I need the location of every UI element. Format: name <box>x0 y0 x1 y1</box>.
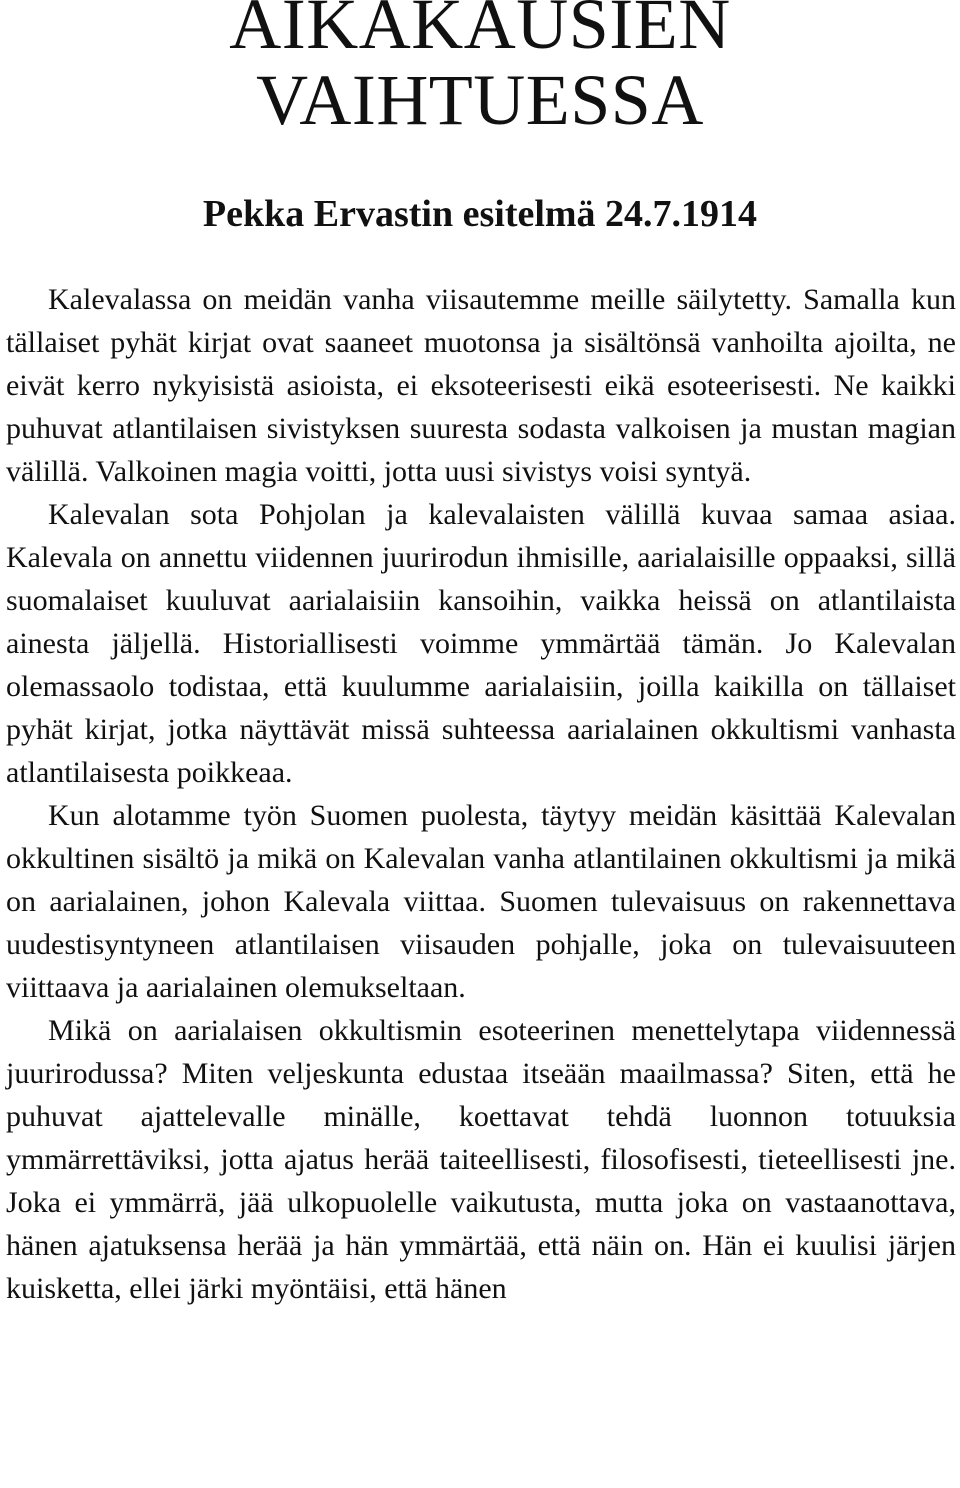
body-text <box>6 278 956 1310</box>
document-subtitle: Pekka Ervastin esitelmä 24.7.1914 <box>202 193 758 235</box>
paragraph-2: Kalevalan sota Pohjolan ja kalevalaisten välillä kuvaa samaa asiaa. Kalevala on annettu viidennen juurirodun ihmisille, aarialaisille oppaaksi, sillä suomalaiset kuuluvat aarialaisiin kansoihin, vaikka heissä on atlantilaista ainesta jäljellä. Historiallisesti voimme ymmärtää tämän. Jo Kalevalan olemassaolo todistaa, että kuulumme aarialaisiin, joilla kaikilla on tällaiset pyhät kirjat, jotka näyttävät missä suhteessa aarialainen okkultismi vanhasta atlantilaisesta poikkeaa. <box>6 498 956 789</box>
paragraph-4: Mikä on aarialaisen okkultismin esoteerinen menettelytapa viidennessä juurirodussa? Miten veljeskunta edustaa itseään maailmassa? Siten, että he puhuvat ajattelevalle minälle, koettavat tehdä luonnon totuuksia ymmärrettäviksi, jotta ajatus herää taiteellisesti, filosofisesti, tieteellisesti jne. Joka ei ymmärrä, jää ulkopuolelle vaikutusta, mutta joka on vastaanottava, hänen ajatuksensa herää ja hän ymmärtää, että näin on. Hän ei kuulisi järjen kuisketta, ellei järki myöntäisi, että hänen <box>6 1014 956 1305</box>
paragraph-3: Kun alotamme työn Suomen puolesta, täytyy meidän käsittää Kalevalan okkultinen sisältö ja mikä on Kalevalan vanha atlantilainen okkultismi ja mikä on aarialainen, johon Kalevala viittaa. Suomen tulevaisuus on rakennettava uudestisyntyneen atlantilaisen viisauden pohjalle, joka on tulevaisuuteen viittaava ja aarialainen olemukseltaan. <box>6 799 956 1004</box>
paragraph-1: Kalevalassa on meidän vanha viisautemme meille säilytetty. Samalla kun tällaiset pyhät kirjat ovat saaneet muotonsa ja sisältönsä vanhoilta ajoilta, ne eivät kerro nykyisistä asioista, ei eksoteerisesti eikä esoteerisesti. Ne kaikki puhuvat atlantilaisen sivistyksen suuresta sodasta valkoisen ja mustan magian välillä. Valkoinen magia voitti, jotta uusi sivistys voisi syntyä. <box>6 283 956 488</box>
title-line-1: AIKAKAUSIEN <box>229 0 731 64</box>
document-title <box>0 0 960 138</box>
title-line-2: VAIHTUESSA <box>256 60 704 140</box>
